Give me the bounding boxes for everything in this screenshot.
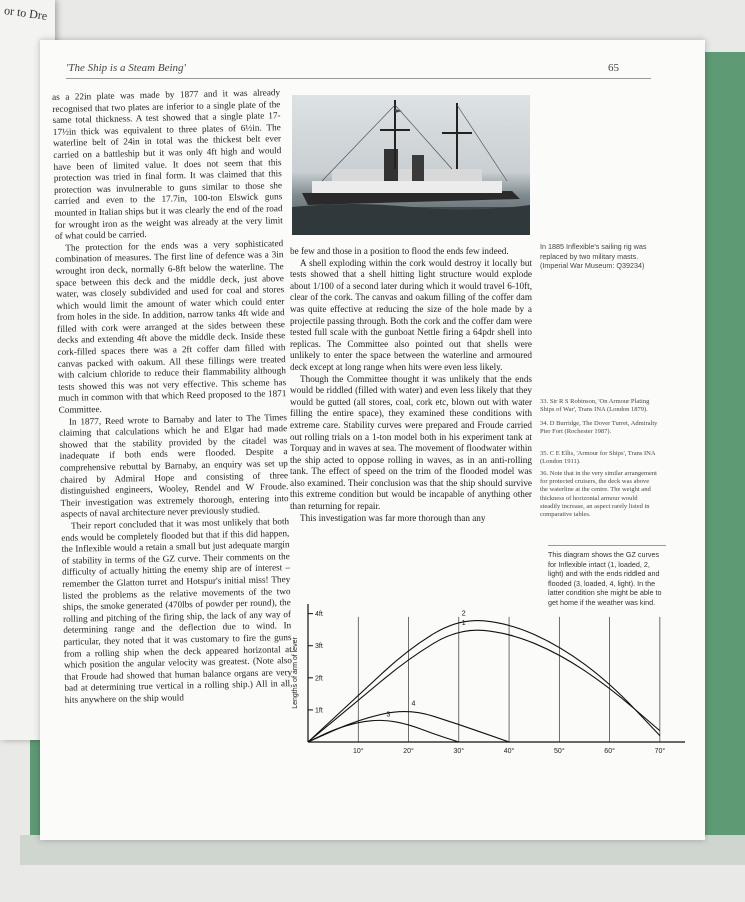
x-tick-label: 10° [352, 748, 364, 755]
gz-curve-svg [290, 598, 695, 768]
x-tick-label: 60° [604, 748, 615, 755]
page-number: 65 [608, 62, 619, 74]
x-tick-label: 30° [453, 748, 465, 755]
x-tick-label: 20° [403, 748, 414, 755]
footnote: 36. Note that in the very similar arrangement for protected cruisers, the deck was above the waterline at the centre. The weight and thickness of horizontal armour would steadily increase, an aspect rarely listed in comparative tables. [540, 470, 657, 519]
footnote: 33. Sir R S Robinson, 'On Armour Plating Ships of War', Trans INA (London 1879). [540, 398, 650, 414]
x-tick-label: 50° [554, 748, 565, 755]
paragraph: Though the Committee thought it was unlikely that the ends would be riddled (filled with water) and even less likely that they would be gutted (all stores, coal, cork etc, blown out with water filling the entire space), they examined these conditions with extreme care. Stability curves were prepared and Froude carried out rolling trials on a 1-ton model both in his experiment tank at Torquay and in waves at sea. The movement of floodwater within the ship acted to oppose rolling in waves, as in an anti-rolling tank. The effect of speed on the trim of the flooded model was also examined. Their conclusion was that the ship should survive this extreme condition but would be incapable of anything other than returning for repair. [290, 373, 532, 512]
footnote: 35. C E Ellis, 'Armour for Ships', Trans INA (London 1911). [540, 450, 656, 466]
y-tick-label: 4ft [315, 611, 323, 619]
curve-label: 1 [461, 620, 466, 628]
previous-page-title: or to Dre [3, 3, 49, 23]
photo-caption: In 1885 Inflexible's sailing rig was replaced by two military masts. (Imperial War Museum: Q39234) [540, 242, 647, 271]
body-column-1 [52, 87, 293, 706]
y-tick-label: 2ft [315, 675, 323, 683]
body-column-2 [290, 246, 532, 524]
paragraph: Their report concluded that it was most unlikely that both ends would be completely flooded but that if this did happen, the Inflexible would a retain a small but just adequate margin of stability in terms of the GZ curve. Their comments on the difficulty of actually hitting the enemy ship are of interest – remember the Glatton turret and Hotspur's initial miss! They listed the problems as the relative movements of the two ships, the smoke generated (470lbs of powder per round), the rolling and pitching of the firing ship, the lack of any way of determining range and the deflection due to wind. In particular, they noted that it was customary to fire the guns from a rolling ship when the deck appeared horizontal at which position the angular velocity was greatest. (Note also that Froude had showed that human balance organs are very bad at determining true vertical in a rolling ship.) All in all, hits anywhere on the ship would [61, 516, 293, 705]
y-tick-label: 3ft [315, 643, 323, 651]
x-tick-label: 70° [654, 748, 666, 755]
paragraph: A shell exploding within the cork would destroy it locally but tests showed that a shell hitting light structure would explode about 1/100 of a second later during which it would travel 6-10ft, clear of the cork. The canvas and oakum filling of the coffer dam was quite effective at reducing the size of the hole made by a projectile passing through. Both the cork and the coffer dam were tested full scale with the gunboat Nettle firing a 64pdr shell into replicas. The Committee also pointed out that shells were unlikely to enter the space between the waterline and armoured deck except at long range when hits were even less likely. [290, 257, 532, 372]
ship-photograph [292, 95, 530, 235]
paragraph: as a 22in plate was made by 1877 and it was already recognised that two plates are inferior to a single plate of the same total thickness. A test showed that a single plate 17-17½in thick was equivalent to three plates of 6½in. The waterline belt of 24in in total was the thickest belt ever carried on a battleship but it was only 4ft high and would have been of limited value. It does not seem that this protection was tried in final form. It was claimed that this protection was invulnerable to guns similar to those she carried and even to the 17.7in, 100-ton Elswick guns mounted in Italian ships but it was clearly the end of the road for wrought iron as the weight was already at the very limit of what could be carried. [52, 87, 283, 242]
y-axis-label: Lengths of arm of lever [292, 637, 299, 709]
y-tick-label: 1ft [315, 707, 323, 715]
curve-label: 4 [411, 700, 416, 708]
gz-curve-chart [290, 598, 695, 768]
gz-curve-1 [308, 630, 660, 742]
x-tick-label: 40° [503, 748, 515, 755]
diagram-caption: This diagram shows the GZ curves for Inflexible intact (1, loaded, 2, light) and with the ends riddled and flooded (3, loaded, 4, light). In the latter condition she might be able to get home if the weather was kind. [548, 545, 666, 608]
gz-curve-2 [308, 621, 660, 742]
curve-label: 3 [386, 711, 391, 719]
paragraph: In 1877, Reed wrote to Barnaby and later to The Times claiming that calculations which he and Elgar had made showed that the stability provided by the citadel was inadequate if both ends were flooded. Despite a comprehensive rebuttal by Barnaby, an enquiry was set up chaired by Admiral Hope and consisting of three distinguished engineers, Wooley, Rendel and W Froude. Their investigation was extremely thorough, entering into aspects of naval architecture never previously studied. [59, 411, 289, 520]
running-head: 'The Ship is a Steam Being' [66, 62, 186, 74]
paragraph: be few and those in a position to flood the ends few indeed. [290, 246, 509, 256]
curve-label: 2 [461, 610, 466, 618]
footnote: 34. D Burridge, The Dover Turret, Admiralty Pier Fort (Rochester 1987). [540, 420, 658, 436]
header-rule [66, 78, 651, 79]
paragraph: This investigation was far more thorough than any [300, 512, 486, 523]
ship-illustration [292, 95, 530, 235]
paragraph: The protection for the ends was a very sophisticated combination of measures. The first line of defence was a 3in wrought iron deck, normally 6-8ft below the waterline. The space between this deck and the middle deck, just above water, was closely subdivided and used for coal and stores which would limit the amount of water which could enter from holes in the side. In addition, narrow tanks 4ft wide and filled with cork were arranged at the sides between these decks and extending 4ft above the middle deck. Inside these cork-filled spaces there was a 2ft coffer dam filled with canvas packed with oakum. All these fillings were treated with calcium chloride to reduce their flammability although tests showed this was not very effective. This scheme has much in common with that which Reed proposed to the 1871 Committee. [55, 237, 287, 415]
